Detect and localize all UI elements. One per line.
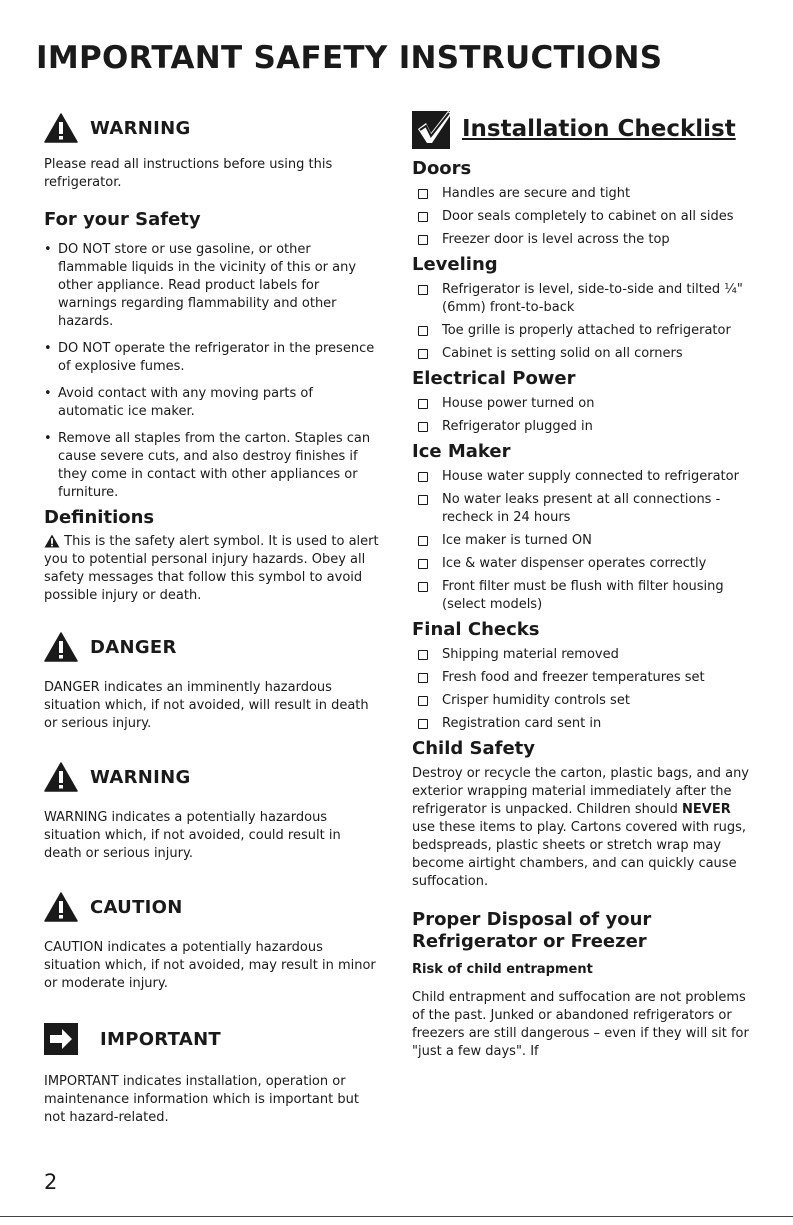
doors-list	[412, 185, 754, 249]
electrical-list	[412, 395, 754, 436]
caution-header	[44, 887, 382, 927]
list-item: • DO NOT store or use gasoline, or other flammable liquids in the vicinity of this or any other appliance. Read product labels for warnings regarding flammability and other hazards.	[44, 241, 382, 331]
list-item: • Avoid contact with any moving parts of automatic ice maker.	[44, 385, 382, 421]
caution-text: CAUTION indicates a potentially hazardous situation which, if not avoided, may result in minor or moderate injury.	[44, 940, 376, 991]
list-item: • Remove all staples from the carton. Staples can cause severe cuts, and also destroy finishes if they come in contact with other appliances or furniture.	[44, 430, 382, 502]
bottom-rule	[0, 1216, 793, 1217]
checklist-title: Installation Checklist	[462, 116, 736, 142]
list-item: House power turned on	[412, 395, 754, 413]
icemaker-heading: Ice Maker	[412, 441, 511, 462]
list-item: Cabinet is setting solid on all corners	[412, 345, 754, 363]
warning-header	[44, 757, 382, 797]
list-item: No water leaks present at all connections - recheck in 24 hours	[412, 491, 754, 527]
list-item: Registration card sent in	[412, 715, 754, 733]
page-title: IMPORTANT SAFETY INSTRUCTIONS	[36, 40, 663, 76]
child-safety-text-1: Destroy or recycle the carton, plastic bags, and any exterior wrapping material immediately after the refrigerator is unpacked. Children should	[412, 766, 750, 817]
warning-triangle-icon	[44, 762, 78, 792]
leveling-list	[412, 281, 754, 363]
safety-heading: For your Safety	[44, 209, 201, 230]
final-checks-heading: Final Checks	[412, 619, 540, 640]
page-number: 2	[44, 1170, 58, 1194]
check-mark-icon	[412, 109, 452, 149]
warning-triangle-icon	[44, 892, 78, 922]
list-item: Shipping material removed	[412, 646, 754, 664]
disposal-heading: Proper Disposal of your Refrigerator or Freezer	[412, 909, 652, 952]
warning-triangle-icon	[44, 534, 60, 548]
child-safety-emphasis: NEVER	[682, 802, 731, 817]
warning-label-top: WARNING	[90, 117, 191, 139]
risk-text: Child entrapment and suffocation are not problems of the past. Junked or abandoned refrigerators or freezers are still dangerous – even if they will sit for "just a few days". If	[412, 990, 749, 1059]
list-item: Toe grille is properly attached to refrigerator	[412, 322, 754, 340]
child-safety-text-2: use these items to play. Cartons covered with rugs, bedspreads, plastic sheets or stretch wrap may become airtight chambers, and can quickly cause suffocation.	[412, 820, 747, 889]
list-item: Handles are secure and tight	[412, 185, 754, 203]
final-checks-list	[412, 646, 754, 733]
intro-text: Please read all instructions before using this refrigerator.	[44, 157, 333, 190]
list-item: Refrigerator plugged in	[412, 418, 754, 436]
important-header	[44, 1019, 382, 1059]
definitions-body: This is the safety alert symbol. It is used to alert you to potential personal injury hazards. Obey all safety messages that follow this symbol to avoid possible injury or death.	[44, 534, 379, 603]
warning-triangle-icon	[44, 632, 78, 662]
important-label: IMPORTANT	[100, 1028, 222, 1050]
arrow-right-icon	[44, 1023, 78, 1055]
list-item: • DO NOT operate the refrigerator in the presence of explosive fumes.	[44, 340, 382, 376]
danger-label: DANGER	[90, 636, 177, 658]
electrical-heading: Electrical Power	[412, 368, 576, 389]
child-safety-heading: Child Safety	[412, 738, 536, 759]
icemaker-list	[412, 468, 754, 614]
risk-heading: Risk of child entrapment	[412, 962, 593, 977]
danger-header	[44, 627, 382, 667]
list-item: Fresh food and freezer temperatures set	[412, 669, 754, 687]
warning-triangle-icon	[44, 113, 78, 143]
warning-header-top	[44, 108, 382, 148]
list-item: House water supply connected to refrigerator	[412, 468, 754, 486]
doors-heading: Doors	[412, 158, 472, 179]
list-item: Ice maker is turned ON	[412, 532, 754, 550]
caution-label: CAUTION	[90, 896, 183, 918]
safety-list	[44, 241, 382, 502]
list-item: Freezer door is level across the top	[412, 231, 754, 249]
list-item: Ice & water dispenser operates correctly	[412, 555, 754, 573]
right-column	[412, 106, 754, 1061]
list-item: Crisper humidity controls set	[412, 692, 754, 710]
important-text: IMPORTANT indicates installation, operation or maintenance information which is important but not hazard-related.	[44, 1074, 359, 1125]
left-column	[44, 108, 382, 1127]
checklist-header	[412, 106, 754, 152]
definitions-heading: Definitions	[44, 507, 155, 528]
leveling-heading: Leveling	[412, 254, 498, 275]
list-item: Door seals completely to cabinet on all sides	[412, 208, 754, 226]
definitions-text	[44, 533, 382, 605]
child-safety-text	[412, 765, 754, 891]
danger-text: DANGER indicates an imminently hazardous situation which, if not avoided, will result in death or serious injury.	[44, 680, 369, 731]
warning-label: WARNING	[90, 766, 191, 788]
warning-text: WARNING indicates a potentially hazardous situation which, if not avoided, could result in death or serious injury.	[44, 810, 341, 861]
list-item: Front filter must be flush with filter housing (select models)	[412, 578, 754, 614]
list-item: Refrigerator is level, side-to-side and tilted ¼" (6mm) front-to-back	[412, 281, 754, 317]
